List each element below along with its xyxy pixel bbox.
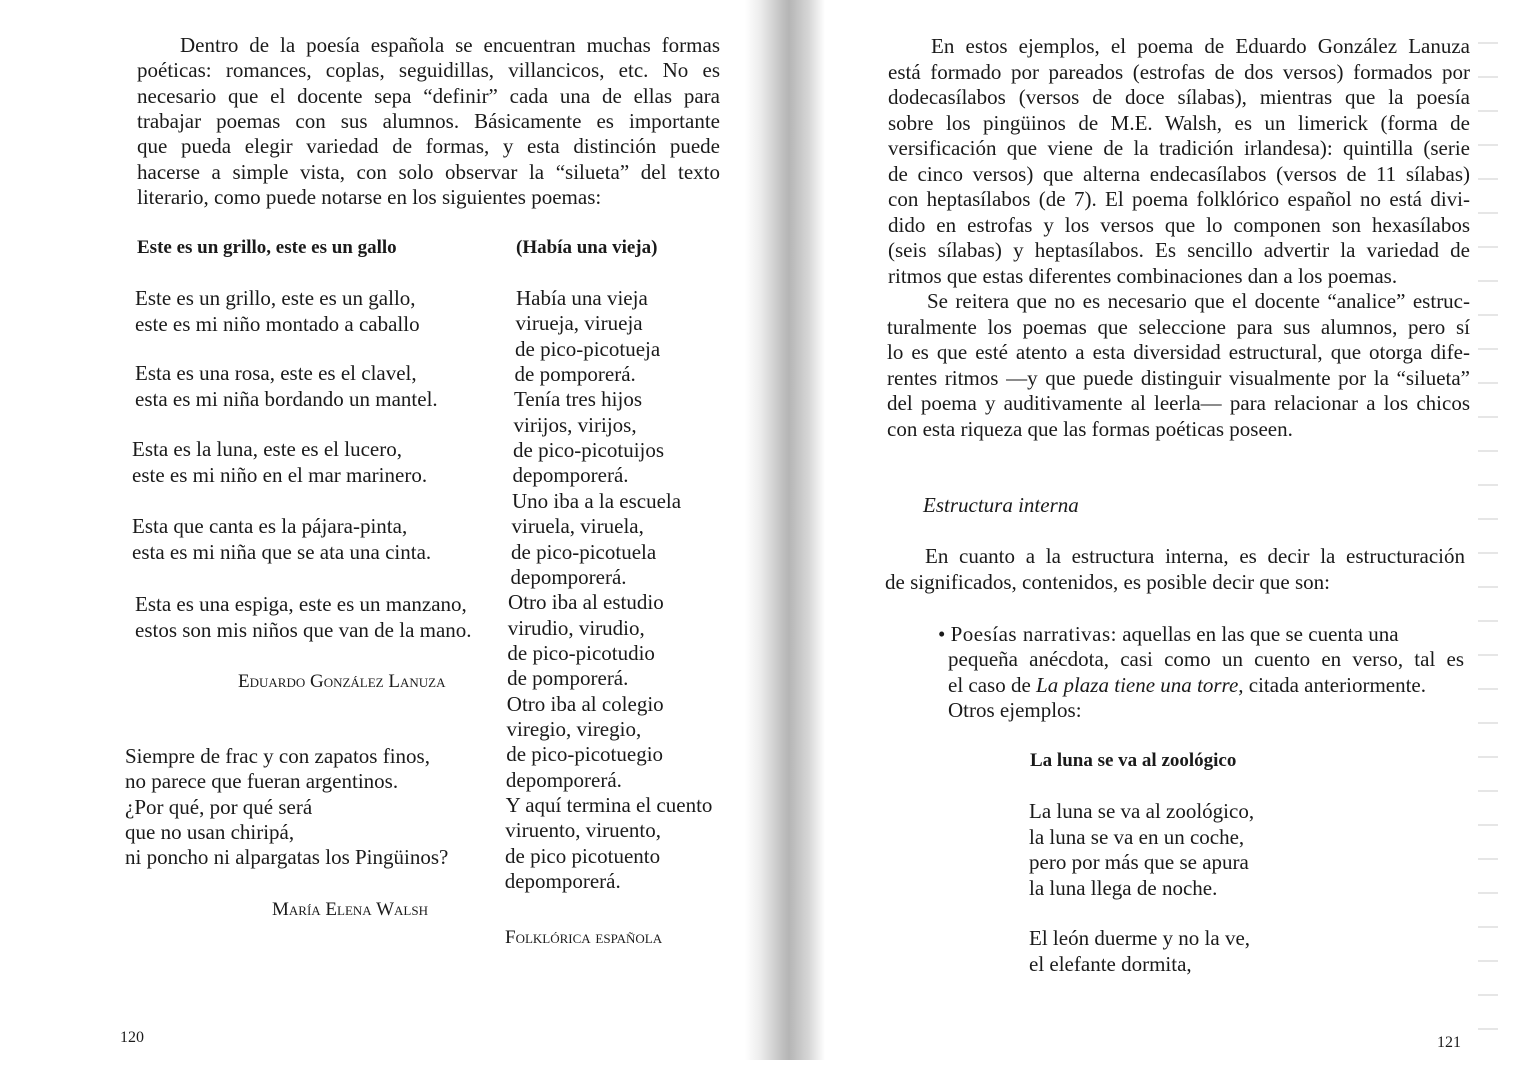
poem-line: de pico-picotuela bbox=[511, 539, 657, 564]
cited-title: La plaza tiene una torre, bbox=[1036, 673, 1244, 697]
poem-line: virueja, virueja bbox=[515, 311, 643, 336]
page-edge-marks bbox=[1478, 20, 1498, 1060]
poem-line: viruela, viruela, bbox=[511, 514, 644, 539]
poem-line: de pomporerá. bbox=[514, 362, 636, 387]
intro-paragraph-line: literario, como puede notarse en los siguientes poemas: bbox=[137, 184, 602, 209]
intro-paragraph-line: Dentro de la poesía española se encuentran muchas formas bbox=[180, 33, 720, 57]
poem-line: de pomporerá. bbox=[507, 666, 629, 691]
poem-line: Y aquí termina el cuento bbox=[505, 793, 713, 817]
poem-author: María Elena Walsh bbox=[272, 899, 428, 920]
poem-line: El león duerme y no la ve, bbox=[1029, 926, 1251, 950]
book-spine-shadow bbox=[745, 0, 825, 1060]
intro-paragraph-line: poéticas: romances, coplas, seguidillas, villancicos, etc. No es bbox=[137, 58, 720, 83]
bullet-text: aquellas en las que se cuenta una bbox=[1116, 622, 1399, 646]
poem-line: viregio, viregio, bbox=[506, 716, 642, 741]
poem-line: Esta que canta es la pájara-pinta, bbox=[132, 514, 408, 538]
paragraph-line: dodecasílabos (versos de doce sílabas), mientras que la poesía bbox=[888, 85, 1470, 109]
poem-line: depomporerá. bbox=[512, 463, 629, 488]
bullet-line: pequeña anécdota, casi como un cuento en verso, tal es bbox=[948, 647, 1464, 671]
poem-line: la luna se va en un coche, bbox=[1029, 824, 1245, 849]
poem-line: depomporerá. bbox=[510, 564, 627, 589]
poem-line: de pico picotuento bbox=[505, 843, 661, 868]
poem-line: estos son mis niños que van de la mano. bbox=[135, 617, 472, 642]
paragraph-line: con heptasílabos (de 7). El poema folklórico español no está divi- bbox=[888, 187, 1470, 211]
poem-line: de pico-picotuijos bbox=[513, 438, 665, 463]
poem-line: este es mi niño en el mar marinero. bbox=[132, 462, 428, 487]
poem-line: no parece que fueran argentinos. bbox=[125, 769, 399, 794]
poem-title: (Había una vieja) bbox=[516, 237, 658, 258]
poem-line: Había una vieja bbox=[516, 286, 648, 310]
poem-author: Eduardo González Lanuza bbox=[238, 671, 446, 692]
poem-line: Uno iba a la escuela bbox=[512, 488, 682, 513]
poem-line: virijos, virijos, bbox=[513, 412, 637, 437]
poem-line: que no usan chiripá, bbox=[125, 819, 295, 844]
paragraph-line: En estos ejemplos, el poema de Eduardo González Lanuza bbox=[931, 34, 1470, 58]
poem-line: esta es mi niña que se ata una cinta. bbox=[132, 539, 432, 564]
poem-line: ni poncho ni alpargatas los Pingüinos? bbox=[125, 845, 449, 870]
bullet-text: citada anteriormente. bbox=[1243, 673, 1427, 697]
poem-title: La luna se va al zoológico bbox=[1030, 750, 1237, 771]
poem-line: viruento, viruento, bbox=[505, 818, 662, 843]
paragraph-line: (seis sílabas) y heptasílabos. Es sencillo advertir la variedad de bbox=[888, 238, 1470, 262]
poem-line: Este es un grillo, este es un gallo, bbox=[135, 286, 416, 310]
paragraph-line: está formado por pareados (estrofas de dos versos) formados por bbox=[888, 59, 1470, 84]
bullet-marker: • bbox=[938, 622, 946, 646]
section-heading: Estructura interna bbox=[923, 493, 1079, 517]
poem-line: Otro iba al colegio bbox=[506, 691, 664, 716]
poem-line: la luna llega de noche. bbox=[1029, 875, 1218, 900]
poem-line: de pico-picotueja bbox=[515, 336, 661, 361]
intro-paragraph-line: hacerse a simple vista, con solo observar la “silueta” del texto bbox=[137, 159, 720, 184]
poem-line: de pico-picotuegio bbox=[506, 742, 664, 767]
poem-line: depomporerá. bbox=[505, 767, 622, 792]
poem-line: virudio, virudio, bbox=[507, 615, 645, 640]
paragraph-line: sobre los pingüinos de M.E. Walsh, es un limerick (forma de bbox=[888, 110, 1470, 135]
paragraph-line: versificación que viene de la tradición irlandesa): quintilla (serie bbox=[888, 136, 1470, 160]
bullet-line bbox=[938, 622, 1463, 647]
poem-line: depomporerá. bbox=[504, 869, 621, 894]
poem-title: Este es un grillo, este es un gallo bbox=[137, 237, 397, 258]
poem-line: Esta es una espiga, este es un manzano, bbox=[135, 592, 467, 616]
bullet-text: el caso de bbox=[948, 673, 1037, 697]
poem-line: Siempre de frac y con zapatos finos, bbox=[125, 744, 430, 768]
paragraph-line: rentes ritmos —y que puede distinguir visualmente por la “silueta” bbox=[887, 365, 1470, 390]
paragraph-line: con esta riqueza que las formas poéticas poseen. bbox=[887, 416, 1293, 441]
poem-line: La luna se va al zoológico, bbox=[1029, 799, 1255, 823]
bullet-line bbox=[948, 673, 1426, 698]
paragraph-line: de significados, contenidos, es posible decir que son: bbox=[885, 570, 1330, 594]
paragraph-line: dido en estrofas y los versos que lo componen son hexasílabos bbox=[888, 212, 1470, 237]
poem-line: Esta es la luna, este es el lucero, bbox=[132, 437, 402, 461]
paragraph-line: turalmente los poemas que seleccione para sus alumnos, pero sí bbox=[887, 314, 1470, 339]
poem-author: Folklórica española bbox=[505, 927, 663, 948]
bullet-line: Otros ejemplos: bbox=[948, 698, 1082, 722]
intro-paragraph-line: que pueda elegir variedad de formas, y esta distinción puede bbox=[137, 134, 720, 159]
intro-paragraph-line: necesario que el docente sepa “definir” cada una de ellas para bbox=[137, 83, 720, 108]
paragraph-line: lo es que esté atento a esta diversidad estructural, que otorga dife- bbox=[887, 340, 1470, 364]
poem-line: Otro iba al estudio bbox=[508, 590, 664, 615]
paragraph-line: En cuanto a la estructura interna, es decir la estructuración bbox=[925, 544, 1465, 568]
poem-line: este es mi niño montado a caballo bbox=[135, 311, 420, 336]
page-number: 120 bbox=[120, 1029, 144, 1046]
paragraph-line: del poema y auditivamente al leerla— para relacionar a los chicos bbox=[887, 391, 1470, 415]
poem-line: el elefante dormita, bbox=[1029, 951, 1192, 976]
poem-line: ¿Por qué, por qué será bbox=[125, 794, 313, 819]
poem-line: Esta es una rosa, este es el clavel, bbox=[135, 361, 417, 385]
paragraph-line: de cinco versos) que alterna endecasílabos (versos de 11 sílabas) bbox=[888, 161, 1470, 186]
poem-line: pero por más que se apura bbox=[1029, 850, 1249, 874]
intro-paragraph-line: trabajar poemas con sus alumnos. Básicamente es importante bbox=[137, 108, 720, 133]
page-number: 121 bbox=[1437, 1034, 1461, 1051]
paragraph-line: Se reitera que no es necesario que el docente “analice” estruc- bbox=[927, 289, 1470, 313]
bullet-term: Poesías narrativas: bbox=[950, 622, 1117, 646]
poem-line: Tenía tres hijos bbox=[514, 387, 642, 412]
paragraph-line: ritmos que estas diferentes combinaciones dan a los poemas. bbox=[888, 263, 1398, 288]
poem-line: de pico-picotudio bbox=[507, 640, 655, 665]
poem-line: esta es mi niña bordando un mantel. bbox=[135, 386, 438, 411]
